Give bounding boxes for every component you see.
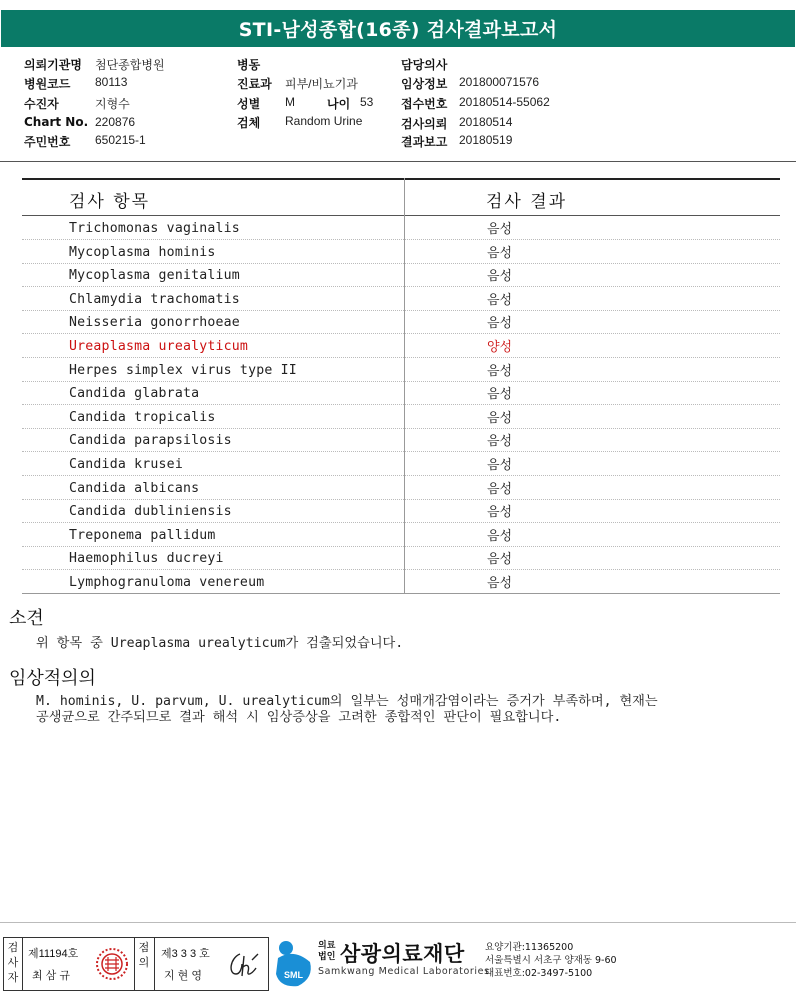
reviewer-label: 점 의 <box>138 941 150 969</box>
requested-value: 20180514 <box>459 115 513 129</box>
test-item-name: Candida dubliniensis <box>69 504 232 520</box>
sex-value: M <box>285 95 295 109</box>
table-row <box>22 287 780 311</box>
report-title-bar <box>1 10 795 47</box>
test-item-name: Trichomonas vaginalis <box>69 221 240 236</box>
test-result: 음성 <box>487 481 513 497</box>
findings-title: 소견 <box>9 608 44 629</box>
org-english-name: Samkwang Medical Laboratories <box>318 966 490 977</box>
table-row <box>22 381 780 405</box>
test-item-name: Candida parapsilosis <box>69 433 232 449</box>
requested-label: 검사의뢰 <box>401 117 448 131</box>
test-result: 음성 <box>487 292 513 308</box>
test-result: 음성 <box>487 576 513 591</box>
table-row <box>22 523 780 547</box>
table-row <box>22 358 780 382</box>
signature-divider <box>22 938 23 990</box>
test-result: 음성 <box>487 552 513 568</box>
table-row <box>22 428 780 452</box>
table-row <box>22 546 780 570</box>
report-title: STI-남성종합(16종) 검사결과보고서 <box>238 19 558 41</box>
header-item: 검사 항목 <box>69 192 151 212</box>
test-item-name: Candida tropicalis <box>69 409 216 425</box>
chart-label: Chart No. <box>24 115 89 129</box>
dept-value: 피부/비뇨기과 <box>285 77 358 91</box>
test-result: 음성 <box>487 363 513 379</box>
chart-value: 220876 <box>95 115 136 129</box>
examiner-license: 제11194호 <box>28 948 79 960</box>
reported-label: 결과보고 <box>401 135 448 149</box>
clinical-info-value: 201800071576 <box>459 75 540 89</box>
test-result: 음성 <box>487 528 513 544</box>
hospital-code-value: 80113 <box>95 75 128 89</box>
doctor-label: 담당의사 <box>401 58 448 72</box>
significance-line-1: M. hominis, U. parvum, U. urealyticum의 일부는 성매개감염이라는 증거가 부족하며, 현재는 <box>36 694 658 709</box>
clinical-info-label: 임상정보 <box>401 77 448 91</box>
ward-label: 병동 <box>237 58 261 72</box>
test-item-name: Lymphogranuloma venereum <box>69 575 265 590</box>
table-row <box>22 476 780 500</box>
dept-label: 진료과 <box>237 77 272 91</box>
examiner-label: 검 사 자 <box>7 941 19 984</box>
test-result: 음성 <box>487 245 513 261</box>
table-row <box>22 263 780 287</box>
table-row <box>22 570 780 594</box>
table-row <box>22 240 780 264</box>
test-result: 음성 <box>487 222 513 237</box>
info-divider <box>0 161 796 162</box>
test-result: 음성 <box>487 458 513 473</box>
test-item-name: Haemophilus ducreyi <box>69 551 224 567</box>
care-code: 요양기관:11365200 <box>485 942 574 953</box>
id-value: 650215-1 <box>95 133 146 147</box>
table-top-border <box>22 178 780 180</box>
age-value: 53 <box>360 95 374 109</box>
patient-label: 수진자 <box>24 97 59 111</box>
logo-text: SML <box>284 970 303 980</box>
institution-label: 의뢰기관명 <box>24 58 82 72</box>
reviewer-license: 제3 3 3 호 <box>161 948 210 960</box>
table-row <box>22 310 780 334</box>
reported-value: 20180519 <box>459 133 513 147</box>
examiner-name: 최 삼 규 <box>32 970 70 982</box>
org-address: 서울특별시 서초구 양재동 9-60 <box>485 955 617 966</box>
reviewer-name: 지 현 영 <box>164 970 202 982</box>
table-bottom-border <box>22 593 780 594</box>
org-name: 삼광의료재단 <box>340 942 465 966</box>
header-result: 검사 결과 <box>486 192 568 212</box>
footer-divider <box>0 922 796 923</box>
receipt-label: 접수번호 <box>401 97 448 111</box>
signature-box <box>3 937 269 991</box>
test-result: 음성 <box>487 269 513 285</box>
test-item-name: Chlamydia trachomatis <box>69 291 240 307</box>
id-label: 주민번호 <box>24 135 71 149</box>
test-item-name: Candida albicans <box>69 480 200 496</box>
test-item-name: Candida krusei <box>69 457 183 472</box>
age-label: 나이 <box>327 97 351 111</box>
table-row <box>22 334 780 358</box>
test-result: 음성 <box>487 387 513 403</box>
specimen-label: 검체 <box>237 116 261 130</box>
specimen-value: Random Urine <box>285 114 363 128</box>
sex-label: 성별 <box>237 97 261 111</box>
test-result: 음성 <box>487 316 513 332</box>
org-contact <box>485 941 617 980</box>
sml-logo-icon <box>272 938 318 990</box>
patient-value: 지형수 <box>95 97 130 111</box>
table-row <box>22 405 780 429</box>
seal-stamp-icon <box>94 946 130 982</box>
patient-info <box>0 55 796 159</box>
significance-line-2: 공생균으로 간주되므로 결과 해석 시 임상증상을 고려한 종합적인 판단이 필요합니다. <box>36 710 562 725</box>
table-row <box>22 452 780 476</box>
test-item-name: Herpes simplex virus type II <box>69 362 297 378</box>
test-result: 양성 <box>487 340 513 355</box>
receipt-value: 20180514-55062 <box>459 95 550 109</box>
test-item-name: Mycoplasma genitalium <box>69 268 240 284</box>
test-result: 음성 <box>487 434 513 450</box>
significance-title: 임상적의의 <box>9 668 96 689</box>
results-table <box>22 178 780 593</box>
table-row <box>22 216 780 240</box>
signature-divider-2 <box>134 938 135 990</box>
signature-icon <box>226 950 262 980</box>
findings-text: 위 항목 중 Ureaplasma urealyticum가 검출되었습니다. <box>36 636 404 651</box>
test-item-name: Candida glabrata <box>69 386 200 402</box>
hospital-code-label: 병원코드 <box>24 77 71 91</box>
institution-value: 첨단종합병원 <box>95 58 165 72</box>
test-item-name: Mycoplasma hominis <box>69 244 216 260</box>
test-item-name: Treponema pallidum <box>69 527 216 543</box>
org-legal-label: 의료 법인 <box>318 941 336 962</box>
test-item-name: Ureaplasma urealyticum <box>69 339 249 354</box>
test-result: 음성 <box>487 505 513 521</box>
signature-divider-3 <box>154 938 155 990</box>
table-row <box>22 499 780 523</box>
test-result: 음성 <box>487 410 513 426</box>
org-phone: 대표번호:02-3497-5100 <box>485 968 593 979</box>
test-item-name: Neisseria gonorrhoeae <box>69 315 240 331</box>
